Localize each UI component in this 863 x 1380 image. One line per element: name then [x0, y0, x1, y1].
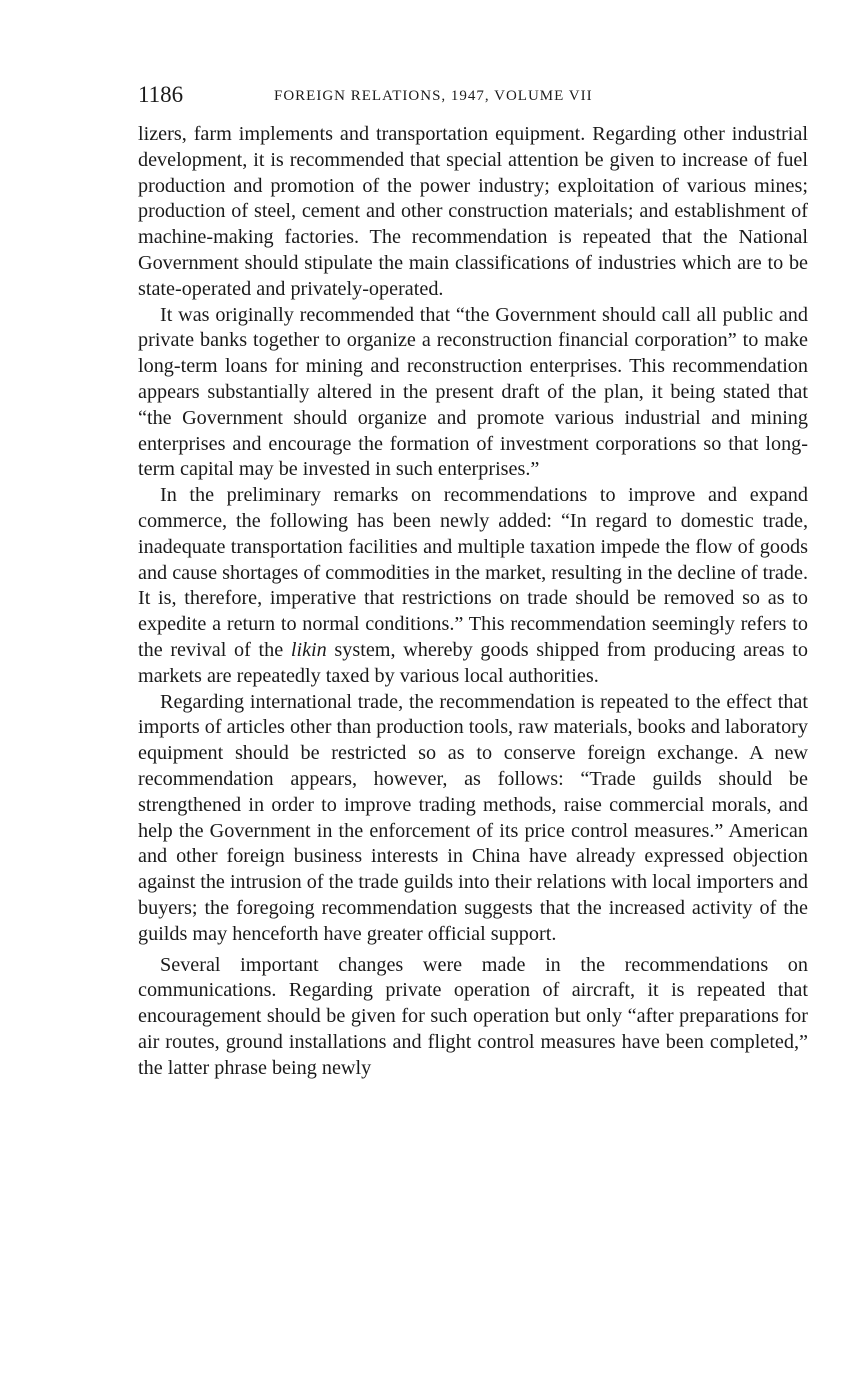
paragraph-3	[138, 483, 808, 689]
paragraph-2: It was originally recommended that “the Government should call all public and private banks together to organize a reconstruction financial corporation” to make long-term loans for mining and reconstruction enterprises. This recommendation appears substantially altered in the present draft of the plan, it being stated that “the Government should organize and promote various industrial and mining enterprises and encourage the formation of investment corporations so that long-term capital may be invested in such enterprises.”	[138, 303, 808, 481]
page-number: 1186	[138, 82, 184, 107]
paragraph-3-text-a: In the preliminary remarks on recommendations to improve and expand commerce, the following has been newly added: “In regard to domestic trade, inadequate transportation facilities and multiple taxation impede the flow of goods and cause shortages of commodities in the market, resulting in the decline of trade. It is, therefore, imperative that restrictions on trade should be removed so as to expedite a return to normal conditions.” This recommendation seemingly refers to the revival of the	[138, 484, 808, 661]
paragraph-1: lizers, farm implements and transportation equipment. Regarding other industrial development, it is recommended that special attention be given to increase of fuel production and promotion of the power industry; exploitation of various mines; production of steel, cement and other construction materials; and establishment of machine-making factories. The recommendation is repeated that the National Government should stipulate the main classifications of industries which are to be state-operated and privately-operated.	[138, 123, 808, 300]
body-text	[138, 122, 808, 1081]
paragraph-5: Several important changes were made in the recommendations on communications. Regarding private operation of aircraft, it is repeated that encouragement should be given for such operation but only “after preparations for air routes, ground installations and flight control measures have been completed,” the latter phrase being newly	[138, 953, 808, 1079]
paragraph-3-text-b: system, whereby goods shipped from producing areas to markets are repeatedly taxed by various local authorities.	[138, 638, 808, 687]
paragraph-4: Regarding international trade, the recommendation is repeated to the effect that imports of articles other than production tools, raw materials, books and laboratory equipment should be restricted so as to conserve foreign exchange. A new recommendation appears, however, as follows: “Trade guilds should be strengthened in order to improve trading methods, raise commercial morals, and help the Government in the enforcement of its price control measures.” American and other foreign business interests in China have already expressed objection against the intrusion of the trade guilds into their relations with local importers and buyers; the foregoing recommendation suggests that the increased activity of the guilds may henceforth have greater official support.	[138, 690, 808, 945]
document-page	[138, 82, 808, 1081]
running-title: FOREIGN RELATIONS, 1947, VOLUME VII	[274, 88, 593, 104]
running-head	[138, 82, 808, 122]
italic-term-likin: likin	[290, 638, 327, 661]
